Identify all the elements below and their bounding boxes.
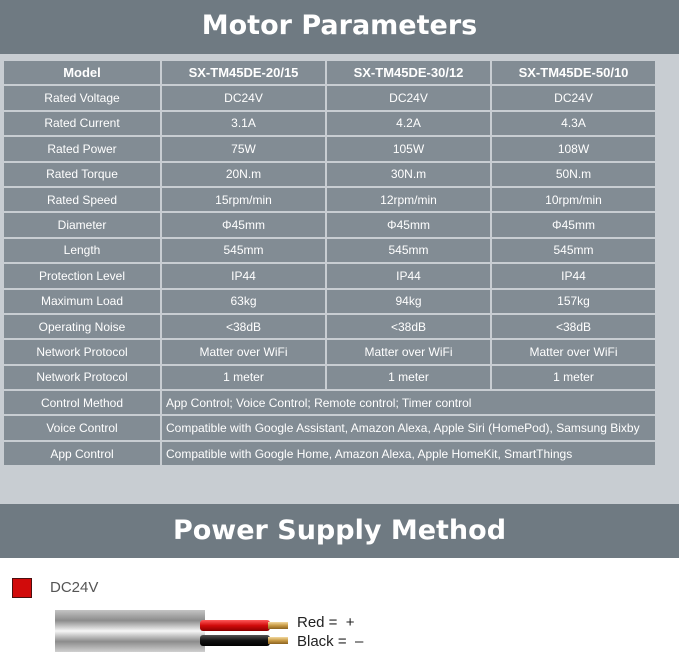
model-column-header: SX-TM45DE-50/10 xyxy=(492,61,655,84)
table-cell: <38dB xyxy=(327,315,490,338)
power-supply-banner xyxy=(0,504,679,558)
table-cell: 20N.m xyxy=(162,163,325,186)
table-cell: 94kg xyxy=(327,290,490,313)
table-row xyxy=(4,163,655,186)
table-cell: 157kg xyxy=(492,290,655,313)
row-label: Length xyxy=(4,239,160,262)
table-cell: 545mm xyxy=(162,239,325,262)
table-cell: <38dB xyxy=(162,315,325,338)
table-cell: 1 meter xyxy=(162,366,325,389)
table-row xyxy=(4,416,655,439)
table-row xyxy=(4,213,655,236)
table-cell: 4.3A xyxy=(492,112,655,135)
parameters-table-area xyxy=(0,54,679,504)
table-row xyxy=(4,239,655,262)
row-label: Voice Control xyxy=(4,416,160,439)
table-cell-spanning: Compatible with Google Home, Amazon Alexa, Apple HomeKit, SmartThings xyxy=(162,442,655,465)
black-wire-tip xyxy=(268,637,288,644)
table-cell: IP44 xyxy=(327,264,490,287)
table-cell: IP44 xyxy=(492,264,655,287)
parameters-table xyxy=(2,59,657,467)
table-cell: 75W xyxy=(162,137,325,160)
table-cell: DC24V xyxy=(162,86,325,109)
table-cell: 50N.m xyxy=(492,163,655,186)
row-label: Diameter xyxy=(4,213,160,236)
table-cell: 30N.m xyxy=(327,163,490,186)
table-cell: 12rpm/min xyxy=(327,188,490,211)
dc24v-legend-swatch xyxy=(12,578,32,598)
row-label: Maximum Load xyxy=(4,290,160,313)
row-label: Network Protocol xyxy=(4,366,160,389)
row-label: Rated Voltage xyxy=(4,86,160,109)
table-header-row xyxy=(4,61,655,84)
red-wire xyxy=(200,620,270,631)
model-header: Model xyxy=(4,61,160,84)
table-cell-spanning: App Control; Voice Control; Remote control; Timer control xyxy=(162,391,655,414)
table-row xyxy=(4,137,655,160)
table-cell: Matter over WiFi xyxy=(162,340,325,363)
table-cell: IP44 xyxy=(162,264,325,287)
table-row xyxy=(4,290,655,313)
table-cell: Matter over WiFi xyxy=(327,340,490,363)
table-cell: 3.1A xyxy=(162,112,325,135)
table-cell: 105W xyxy=(327,137,490,160)
table-cell: DC24V xyxy=(327,86,490,109)
model-column-header: SX-TM45DE-30/12 xyxy=(327,61,490,84)
table-cell: 545mm xyxy=(327,239,490,262)
red-wire-tip xyxy=(268,622,288,629)
table-row xyxy=(4,315,655,338)
row-label: App Control xyxy=(4,442,160,465)
dc24v-legend-label: DC24V xyxy=(50,579,99,596)
table-cell: 10rpm/min xyxy=(492,188,655,211)
table-cell: Φ45mm xyxy=(492,213,655,236)
table-row xyxy=(4,391,655,414)
row-label: Protection Level xyxy=(4,264,160,287)
table-cell: Φ45mm xyxy=(162,213,325,236)
parameters-table-body xyxy=(4,61,655,465)
table-cell: 545mm xyxy=(492,239,655,262)
red-wire-label: Red = + xyxy=(297,614,355,631)
table-cell: 63kg xyxy=(162,290,325,313)
table-cell: 1 meter xyxy=(492,366,655,389)
row-label: Control Method xyxy=(4,391,160,414)
row-label: Rated Power xyxy=(4,137,160,160)
table-row xyxy=(4,86,655,109)
table-cell: Matter over WiFi xyxy=(492,340,655,363)
row-label: Rated Current xyxy=(4,112,160,135)
table-row xyxy=(4,188,655,211)
cable-sheath xyxy=(55,610,205,652)
motor-parameters-banner xyxy=(0,0,679,54)
table-row xyxy=(4,340,655,363)
table-row xyxy=(4,366,655,389)
table-cell: DC24V xyxy=(492,86,655,109)
cable-illustration xyxy=(0,600,300,658)
black-wire-label: Black = – xyxy=(297,633,364,650)
table-cell-spanning: Compatible with Google Assistant, Amazon Alexa, Apple Siri (HomePod), Samsung Bixby xyxy=(162,416,655,439)
table-cell: Φ45mm xyxy=(327,213,490,236)
table-row xyxy=(4,442,655,465)
table-row xyxy=(4,112,655,135)
black-wire xyxy=(200,635,270,646)
row-label: Network Protocol xyxy=(4,340,160,363)
model-column-header: SX-TM45DE-20/15 xyxy=(162,61,325,84)
row-label: Rated Speed xyxy=(4,188,160,211)
table-cell: <38dB xyxy=(492,315,655,338)
table-cell: 1 meter xyxy=(327,366,490,389)
motor-parameters-title: Motor Parameters xyxy=(201,10,478,41)
table-cell: 15rpm/min xyxy=(162,188,325,211)
table-cell: 4.2A xyxy=(327,112,490,135)
power-supply-title: Power Supply Method xyxy=(172,515,507,546)
row-label: Operating Noise xyxy=(4,315,160,338)
table-cell: 108W xyxy=(492,137,655,160)
row-label: Rated Torque xyxy=(4,163,160,186)
table-row xyxy=(4,264,655,287)
